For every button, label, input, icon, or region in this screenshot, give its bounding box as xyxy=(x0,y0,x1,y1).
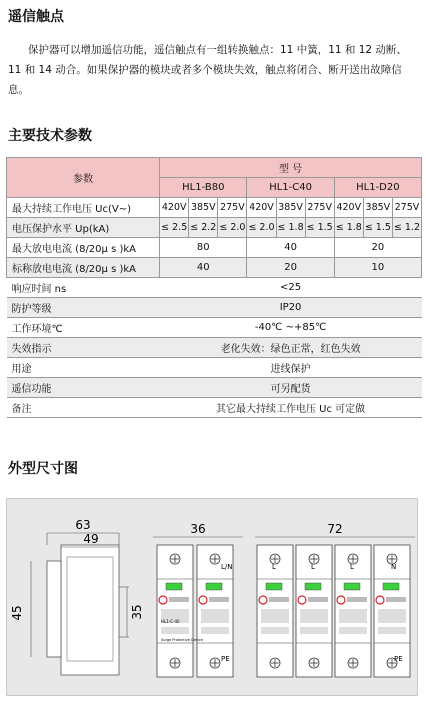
spec-table xyxy=(6,157,422,418)
table-cell: 385V xyxy=(363,198,392,218)
table-cell: 420V xyxy=(334,198,363,218)
port-l-label: L xyxy=(272,563,276,571)
table-cell: 420V xyxy=(160,198,189,218)
table-row xyxy=(7,218,422,238)
table-cell: ≤ 1.2 xyxy=(392,218,421,238)
model-c40: HL1-C40 xyxy=(247,178,334,198)
model-b80: HL1-B80 xyxy=(160,178,247,198)
row-label: 最大持续工作电压 Uc(V~) xyxy=(7,198,160,218)
dim-63-label: 63 xyxy=(75,518,91,532)
module-caption: Surge Protective Device xyxy=(161,638,203,642)
header-param: 参数 xyxy=(7,158,160,198)
table-cell: -40℃ ~+85℃ xyxy=(160,318,422,338)
table-cell: ≤ 1.5 xyxy=(305,218,334,238)
dim-49-label: 49 xyxy=(83,532,99,546)
dim-35-label: 35 xyxy=(130,604,144,620)
row-label: 最大放电电流 (8/20μ s )kA xyxy=(7,238,160,258)
table-cell: 80 xyxy=(160,238,247,258)
header-model: 型 号 xyxy=(160,158,422,178)
model-d20: HL1-D20 xyxy=(334,178,421,198)
table-cell: 20 xyxy=(247,258,334,278)
row-label: 失效指示 xyxy=(7,338,160,358)
table-cell: IP20 xyxy=(160,298,422,318)
dimension-drawing xyxy=(6,498,418,696)
table-row xyxy=(7,358,422,378)
section-title-specs: 主要技术参数 xyxy=(8,128,92,144)
table-cell: 40 xyxy=(160,258,247,278)
table-cell: 老化失效：绿色正常，红色失效 xyxy=(160,338,422,358)
table-cell: ≤ 1.8 xyxy=(276,218,305,238)
table-cell: 420V xyxy=(247,198,276,218)
table-cell: 275V xyxy=(218,198,247,218)
port-l-label: L xyxy=(350,563,354,571)
table-cell: 20 xyxy=(334,238,421,258)
table-row xyxy=(7,318,422,338)
row-label: 标称放电电流 (8/20μ s )kA xyxy=(7,258,160,278)
row-label: 工作环境℃ xyxy=(7,318,160,338)
table-cell: ≤ 1.5 xyxy=(363,218,392,238)
table-cell: 其它最大持续工作电压 Uc 可定做 xyxy=(160,398,422,418)
row-label: 防护等级 xyxy=(7,298,160,318)
table-cell: 275V xyxy=(305,198,334,218)
table-row xyxy=(7,298,422,318)
front-view-2p xyxy=(153,522,243,677)
table-cell: ≤ 2.2 xyxy=(189,218,218,238)
table-cell: 275V xyxy=(392,198,421,218)
row-label: 电压保护水平 Up(kA) xyxy=(7,218,160,238)
row-label: 用途 xyxy=(7,358,160,378)
dimension-svg xyxy=(7,499,419,697)
port-n-label: N xyxy=(391,563,397,571)
table-cell: 385V xyxy=(189,198,218,218)
dim-45-label: 45 xyxy=(10,605,24,621)
table-row xyxy=(7,198,422,218)
table-cell: 40 xyxy=(247,238,334,258)
section-title-dimensions: 外型尺寸图 xyxy=(8,461,78,477)
remote-contact-description: 保护器可以增加遥信功能，遥信触点有一组转换触点：11 中簧，11 和 12 动断、11 和 14 动合。如果保护器的模块或者多个模块失效，触点将闭合、断开送出故障信息。 xyxy=(8,44,407,96)
table-cell: 385V xyxy=(276,198,305,218)
port-pe-label: PE xyxy=(394,655,403,663)
table-row xyxy=(7,278,422,298)
side-view xyxy=(10,518,144,675)
module-model: HL1-C-40 xyxy=(161,619,180,624)
row-label: 遥信功能 xyxy=(7,378,160,398)
port-ln-label: L/N xyxy=(221,563,233,571)
table-cell: 10 xyxy=(334,258,421,278)
table-cell: ≤ 2.0 xyxy=(218,218,247,238)
table-row xyxy=(7,398,422,418)
table-cell: 进线保护 xyxy=(160,358,422,378)
table-cell: 可另配货 xyxy=(160,378,422,398)
row-label: 响应时间 ns xyxy=(7,278,160,298)
table-cell: <25 xyxy=(160,278,422,298)
table-row xyxy=(7,238,422,258)
table-cell: ≤ 1.8 xyxy=(334,218,363,238)
port-pe-label: PE xyxy=(221,655,230,663)
table-row xyxy=(7,338,422,358)
port-l-label: L xyxy=(311,563,315,571)
table-header-row xyxy=(7,158,422,178)
front-view-4p xyxy=(255,522,415,677)
table-row xyxy=(7,258,422,278)
dim-72-label: 72 xyxy=(327,522,343,536)
table-row xyxy=(7,378,422,398)
table-cell: ≤ 2.5 xyxy=(160,218,189,238)
row-label: 备注 xyxy=(7,398,160,418)
table-cell: ≤ 2.0 xyxy=(247,218,276,238)
dim-36-label: 36 xyxy=(190,522,206,536)
section-title-remote-contact: 遥信触点 xyxy=(8,9,64,25)
